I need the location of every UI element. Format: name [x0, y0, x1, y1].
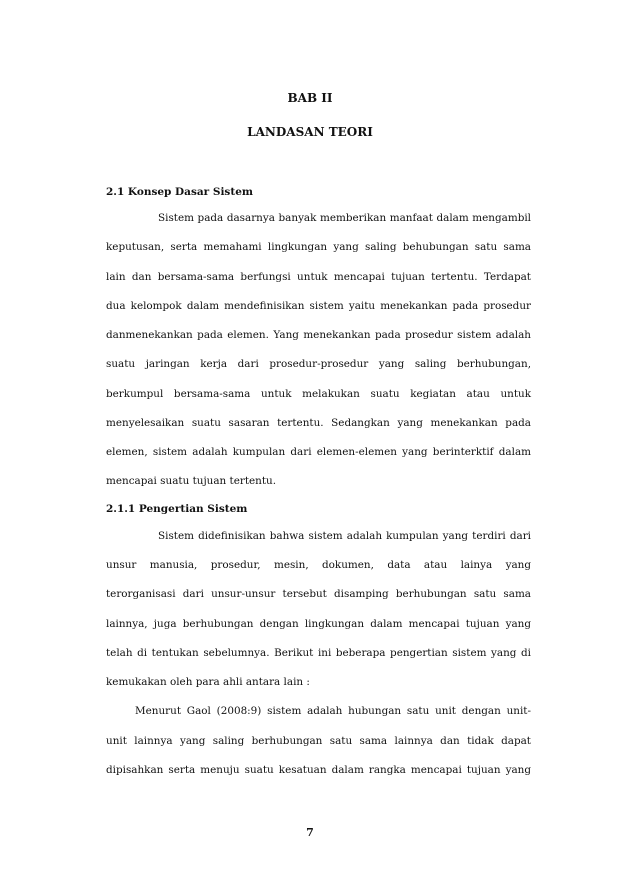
paragraph-line: unsur manusia, prosedur, mesin, dokumen, data atau lainya yang [106, 559, 531, 571]
paragraph-line: elemen, sistem adalah kumpulan dari elemen-elemen yang berinterktif dalam [106, 446, 531, 458]
paragraph-line: mencapai suatu tujuan tertentu. [106, 475, 277, 487]
chapter-title: LANDASAN TEORI [247, 125, 373, 139]
paragraph-line: dua kelompok dalam mendefinisikan sistem yaitu menekankan pada prosedur [106, 300, 531, 312]
section-heading-2-1-1: 2.1.1 Pengertian Sistem [106, 503, 248, 515]
paragraph-line: unit lainnya yang saling berhubungan satu sama lainnya dan tidak dapat [106, 735, 531, 747]
paragraph-line: dipisahkan serta menuju suatu kesatuan dalam rangka mencapai tujuan yang [106, 764, 531, 776]
paragraph-line: terorganisasi dari unsur-unsur tersebut disamping berhubungan satu sama [106, 588, 531, 600]
paragraph-line: Menurut Gaol (2008:9) sistem adalah hubungan satu unit dengan unit- [135, 705, 531, 717]
page-number: 7 [306, 826, 314, 839]
paragraph-line: suatu jaringan kerja dari prosedur-prosedur yang saling berhubungan, [106, 358, 531, 370]
paragraph-line: berkumpul bersama-sama untuk melakukan suatu kegiatan atau untuk [106, 388, 531, 400]
paragraph-line: menyelesaikan suatu sasaran tertentu. Sedangkan yang menekankan pada [106, 417, 531, 429]
chapter-number: BAB II [287, 91, 333, 105]
paragraph-line: Sistem didefinisikan bahwa sistem adalah kumpulan yang terdiri dari [158, 530, 531, 542]
paragraph-line: lain dan bersama-sama berfungsi untuk mencapai tujuan tertentu. Terdapat [106, 271, 531, 283]
section-heading-2-1: 2.1 Konsep Dasar Sistem [106, 186, 253, 198]
paragraph-line: Sistem pada dasarnya banyak memberikan manfaat dalam mengambil [158, 212, 531, 224]
paragraph-line: telah di tentukan sebelumnya. Berikut ini beberapa pengertian sistem yang di [106, 647, 531, 659]
paragraph-line: kemukakan oleh para ahli antara lain : [106, 676, 310, 688]
paragraph-line: danmenekankan pada elemen. Yang menekankan pada prosedur sistem adalah [106, 329, 531, 341]
paragraph-line: keputusan, serta memahami lingkungan yang saling behubungan satu sama [106, 241, 531, 253]
paragraph-line: lainnya, juga berhubungan dengan lingkungan dalam mencapai tujuan yang [106, 618, 531, 630]
